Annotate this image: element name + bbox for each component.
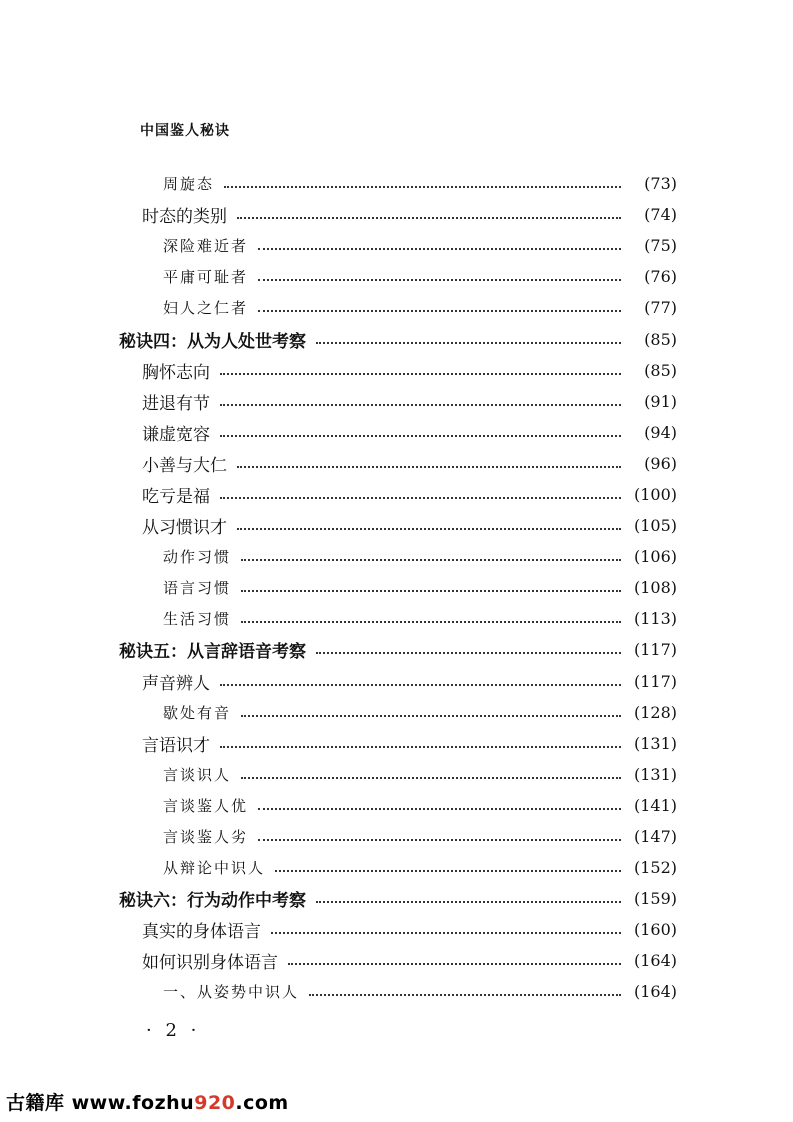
toc-entry — [0, 541, 793, 572]
toc-entry-title: 言谈鉴人优 — [163, 796, 249, 815]
toc-entry-page: (85) — [644, 329, 677, 349]
dot-leader — [241, 620, 621, 623]
page-number: · 2 · — [146, 1020, 201, 1041]
toc-entry-title: 一、从姿势中识人 — [163, 983, 300, 1002]
toc-entry-page: (131) — [633, 764, 677, 784]
toc-entry-title: 歇处有音 — [163, 703, 232, 722]
dot-leader — [316, 651, 621, 654]
toc-entry-title: 妇人之仁者 — [163, 299, 249, 318]
dot-leader — [237, 465, 621, 468]
dot-leader — [241, 776, 621, 779]
toc-entry-page: (141) — [633, 795, 677, 815]
toc-entry-title: 深险难近者 — [163, 237, 249, 256]
dot-leader — [237, 527, 621, 530]
dot-leader — [224, 185, 621, 188]
toc-entry-page: (128) — [633, 702, 677, 722]
toc-entry-title: 声音辨人 — [142, 673, 210, 694]
toc-entry-page: (106) — [633, 547, 677, 567]
toc-entry-page: (75) — [644, 236, 677, 256]
dot-leader — [258, 278, 621, 281]
toc-entry-page: (117) — [633, 640, 677, 660]
toc-entry — [0, 759, 793, 790]
toc-entry-title: 如何识别身体语言 — [142, 953, 278, 974]
toc-entry-page: (113) — [633, 609, 677, 629]
toc-entry-title: 言谈鉴人劣 — [163, 828, 249, 847]
toc-entry — [0, 728, 793, 759]
toc-entry-page: (159) — [633, 889, 677, 909]
toc-entry-title: 语言习惯 — [163, 579, 232, 598]
toc-entry-title: 秘诀六：行为动作中考察 — [119, 891, 306, 912]
dot-leader — [288, 962, 621, 965]
watermark-main: 古籍库 www.fozhu — [6, 1092, 195, 1114]
dot-leader — [220, 683, 621, 686]
dot-leader — [241, 558, 621, 561]
toc-entry — [0, 386, 793, 417]
toc-entry-title: 秘诀四：从为人处世考察 — [119, 331, 306, 352]
toc-entry — [0, 510, 793, 541]
toc-entry — [0, 976, 793, 1007]
toc-entry-title: 进退有节 — [142, 393, 210, 414]
dot-leader — [309, 993, 621, 996]
dot-leader — [241, 714, 621, 717]
watermark — [6, 1088, 289, 1115]
toc-entry-title: 时态的类别 — [142, 207, 227, 228]
running-head: 中国鉴人秘诀 — [140, 123, 230, 139]
toc-entry — [0, 168, 793, 199]
toc-entry-page: (74) — [644, 205, 677, 225]
toc-entry-page: (160) — [633, 920, 677, 940]
toc-entry-title: 谦虚宽容 — [142, 424, 210, 445]
toc-entry-page: (73) — [644, 174, 677, 194]
dot-leader — [220, 434, 621, 437]
toc-entry — [0, 230, 793, 261]
toc-entry — [0, 790, 793, 821]
toc-entry-page: (152) — [633, 858, 677, 878]
toc-entry — [0, 603, 793, 634]
toc-entry-title: 吃亏是福 — [142, 486, 210, 507]
toc-entry-title: 胸怀志向 — [142, 362, 210, 383]
toc-entry-page: (76) — [644, 267, 677, 287]
toc-entry — [0, 323, 793, 354]
toc-entry-page: (96) — [644, 453, 677, 473]
toc-entry-page: (164) — [633, 951, 677, 971]
toc-entry — [0, 697, 793, 728]
toc-entry — [0, 634, 793, 665]
dot-leader — [258, 247, 621, 250]
toc-entry — [0, 292, 793, 323]
toc-entry — [0, 355, 793, 386]
toc-entry-title: 周旋态 — [163, 175, 215, 194]
toc-entry-title: 从辩论中识人 — [163, 859, 266, 878]
toc-entry-title: 平庸可耻者 — [163, 268, 249, 287]
toc-entry-page: (164) — [633, 982, 677, 1002]
toc-entry — [0, 666, 793, 697]
toc-entry-page: (117) — [633, 671, 677, 691]
toc-entry — [0, 199, 793, 230]
toc-entry-page: (94) — [644, 422, 677, 442]
dot-leader — [220, 496, 621, 499]
toc-entry-title: 小善与大仁 — [142, 455, 227, 476]
toc-entry-title: 从习惯识才 — [142, 518, 227, 539]
toc-entry — [0, 945, 793, 976]
toc-entry-title: 动作习惯 — [163, 548, 232, 567]
toc-entry-title: 言谈识人 — [163, 765, 232, 784]
dot-leader — [271, 931, 621, 934]
toc-entry — [0, 852, 793, 883]
toc-entry-title: 真实的身体语言 — [142, 922, 261, 943]
toc-entry — [0, 572, 793, 603]
watermark-accent: 920 — [194, 1092, 236, 1114]
toc-entry-page: (147) — [633, 827, 677, 847]
dot-leader — [316, 341, 621, 344]
toc-entry-title: 言语识才 — [142, 735, 210, 756]
watermark-tail: .com — [235, 1092, 289, 1114]
toc-entry-page: (108) — [633, 578, 677, 598]
toc-entry-page: (100) — [633, 484, 677, 504]
toc-entry — [0, 261, 793, 292]
dot-leader — [220, 403, 621, 406]
toc-entry — [0, 448, 793, 479]
table-of-contents — [0, 168, 793, 1008]
toc-entry-title: 生活习惯 — [163, 610, 232, 629]
toc-entry-page: (91) — [644, 391, 677, 411]
dot-leader — [258, 309, 621, 312]
toc-entry — [0, 479, 793, 510]
toc-entry — [0, 821, 793, 852]
toc-entry-page: (131) — [633, 733, 677, 753]
dot-leader — [258, 838, 621, 841]
toc-entry-page: (105) — [633, 516, 677, 536]
dot-leader — [275, 869, 621, 872]
toc-entry-title: 秘诀五：从言辞语音考察 — [119, 642, 306, 663]
toc-entry — [0, 914, 793, 945]
toc-entry — [0, 417, 793, 448]
toc-entry-page: (85) — [644, 360, 677, 380]
dot-leader — [237, 216, 621, 219]
dot-leader — [220, 372, 621, 375]
dot-leader — [220, 745, 621, 748]
dot-leader — [316, 900, 621, 903]
toc-entry — [0, 883, 793, 914]
dot-leader — [241, 589, 621, 592]
toc-entry-page: (77) — [644, 298, 677, 318]
dot-leader — [258, 807, 621, 810]
